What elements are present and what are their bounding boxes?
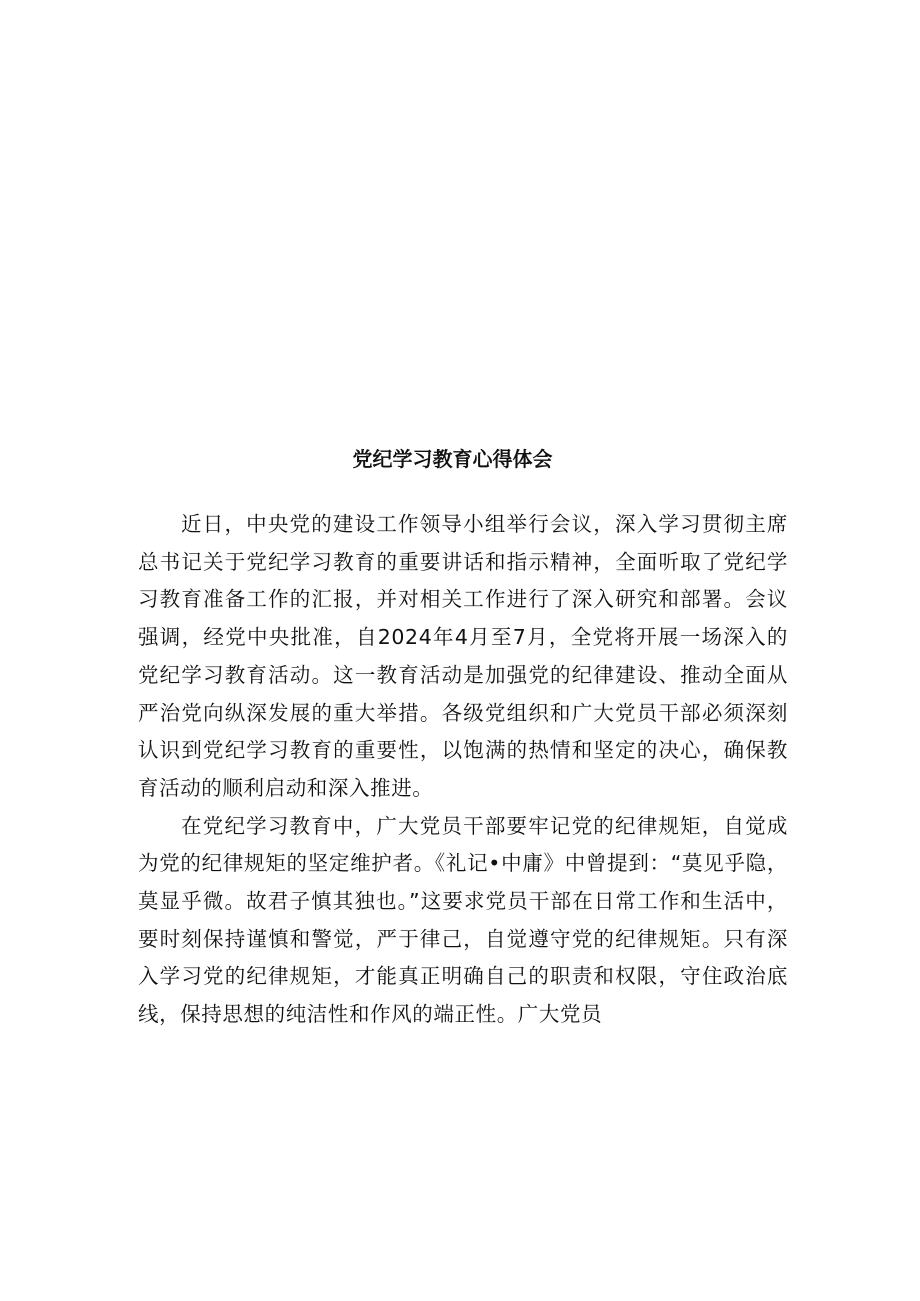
paragraph-1: 近日，中央党的建设工作领导小组举行会议，深入学习贯彻主席总书记关于党纪学习教育的重要讲话和指示精神，全面听取了党纪学习教育准备工作的汇报，并对相关工作进行了深入研究和部署。会议强调，经党中央批准，自2024年4月至7月，全党将开展一场深入的党纪学习教育活动。这一教育活动是加强党的纪律建设、推动全面从严治党向纵深发展的重大举措。各级党组织和广大党员干部必须深刻认识到党纪学习教育的重要性，以饱满的热情和坚定的决心，确保教育活动的顺利启动和深入推进。 bbox=[138, 512, 788, 800]
document-body bbox=[138, 506, 788, 1034]
document-title: 党纪学习教育心得体会 bbox=[352, 447, 553, 471]
paragraph-2: 在党纪学习教育中，广大党员干部要牢记党的纪律规矩，自觉成为党的纪律规矩的坚定维护者。《礼记•中庸》中曾提到：“莫见乎隐，莫显乎微。故君子慎其独也。”这要求党员干部在日常工作和生活中，要时刻保持谨慎和警觉，严于律己，自觉遵守党的纪律规矩。只有深入学习党的纪律规矩，才能真正明确自己的职责和权限，守住政治底线，保持思想的纯洁性和作风的端正性。广大党员 bbox=[138, 813, 788, 1027]
